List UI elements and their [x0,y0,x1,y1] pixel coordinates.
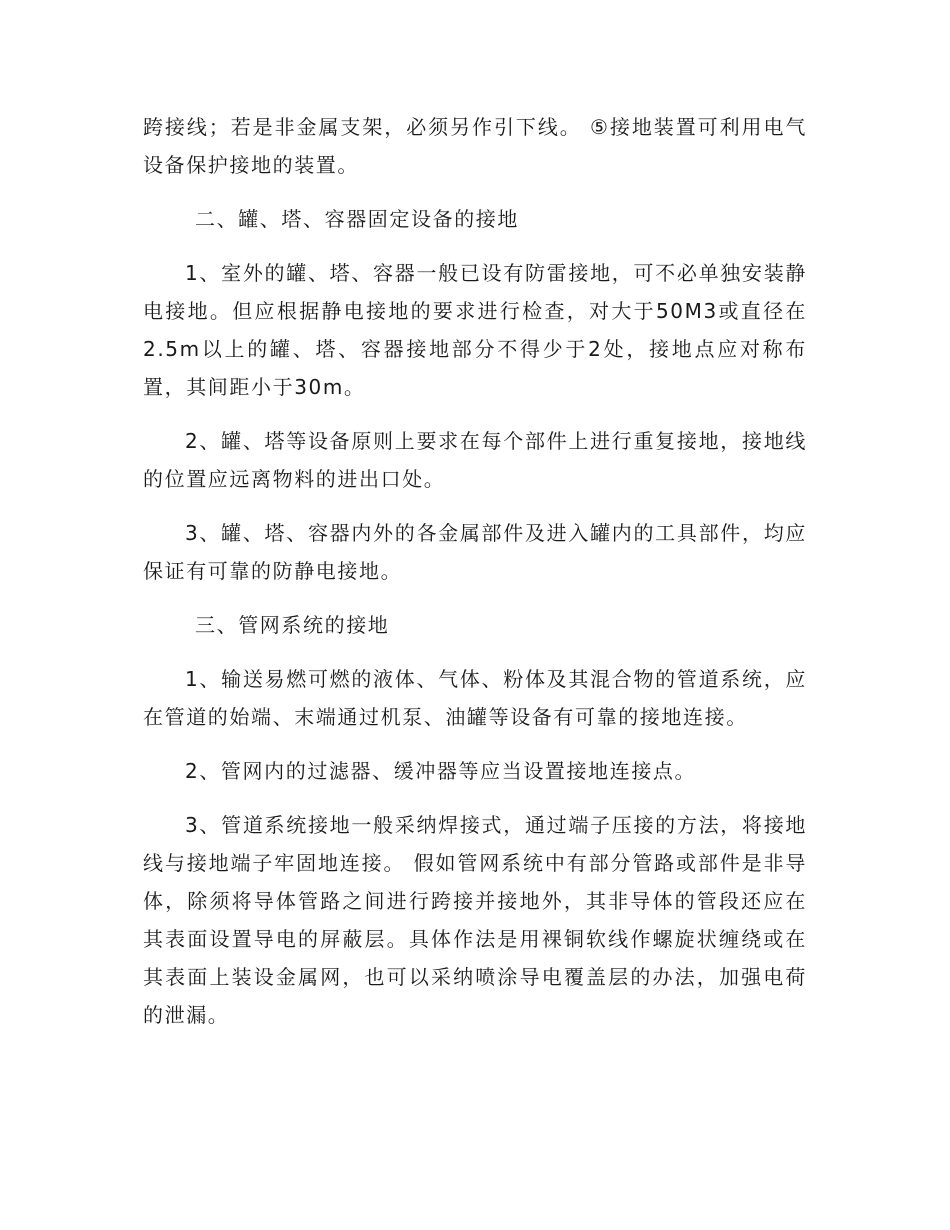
paragraph-pipes-2: 2、管网内的过滤器、缓冲器等应当设置接地连接点。 [185,759,697,783]
section-heading-pipes: 三、管网系统的接地 [195,613,390,637]
paragraph-continuation: 跨接线；若是非金属支架，必须另作引下线。 ⑤接地装置可利用电气设备保护接地的装置。 [143,115,807,177]
section-heading-tanks: 二、罐、塔、容器固定设备的接地 [195,207,519,231]
paragraph-tanks-1: 1、室外的罐、塔、容器一般已设有防雷接地，可不必单独安装静电接地。但应根据静电接地的要求进行检查，对大于50M3或直径在2.5m以上的罐、塔、容器接地部分不得少于2处，接地点应对称布置，其间距小于30m。 [143,261,807,399]
paragraph-pipes-1: 1、输送易燃可燃的液体、气体、粉体及其混合物的管道系统，应在管道的始端、末端通过机泵、油罐等设备有可靠的接地连接。 [143,667,807,729]
paragraph-tanks-3: 3、罐、塔、容器内外的各金属部件及进入罐内的工具部件，均应保证有可靠的防静电接地。 [143,521,807,583]
document-body [143,108,807,1050]
paragraph-tanks-2: 2、罐、塔等设备原则上要求在每个部件上进行重复接地，接地线的位置应远离物料的进出口处。 [143,429,807,491]
paragraph-pipes-3: 3、管道系统接地一般采纳焊接式，通过端子压接的方法，将接地线与接地端子牢固地连接。 假如管网系统中有部分管路或部件是非导体，除须将导体管路之间进行跨接并接地外，其非导体的管段还应在其表面设置导电的屏蔽层。具体作法是用裸铜软线作螺旋状缠绕或在其表面上装设金属网，也可以采纳喷涂导电覆盖层的办法，加强电荷的泄漏。 [143,813,807,1027]
